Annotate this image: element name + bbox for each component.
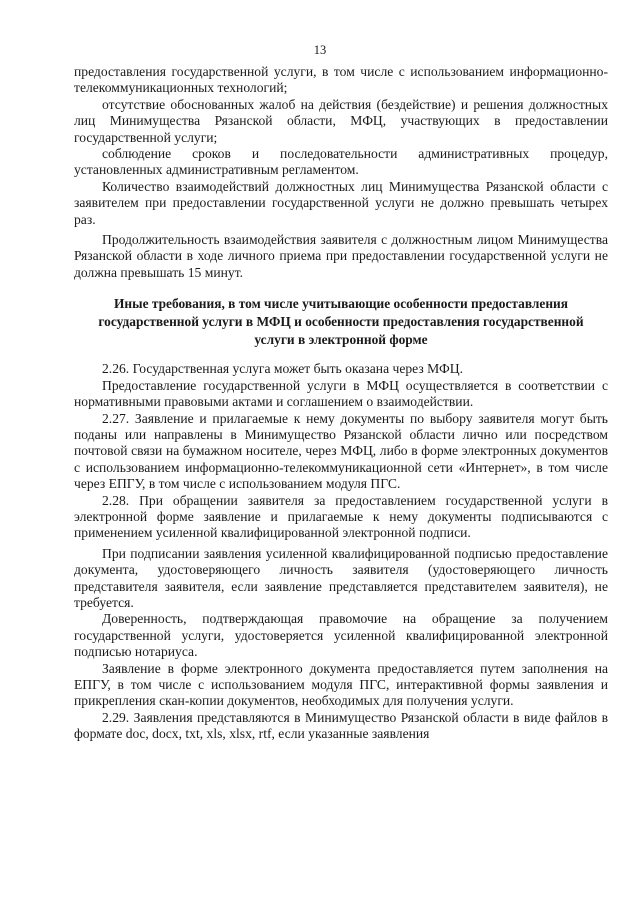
paragraph: При подписании заявления усиленной квалифицированной подписью предоставление документа, удостоверяющего личность заявителя (удостоверяющего личность представителя заявителя, если заявление представляется представителем заявителя), не требуется. (74, 545, 608, 610)
paragraph: 2.28. При обращении заявителя за предоставлением государственной услуги в электронной форме заявление и прилагаемые к нему документы подписываются с применением усиленной квалифицированной электронной подписи. (74, 492, 608, 541)
section-heading: Иные требования, в том числе учитывающие особенности предоставления государственной услуги в МФЦ и особенности предоставления государственной услуги в электронной форме (98, 296, 584, 348)
paragraph: Предоставление государственной услуги в МФЦ осуществляется в соответствии с нормативными правовыми актами и соглашением о взаимодействии. (74, 377, 608, 410)
paragraph: соблюдение сроков и последовательности административных процедур, установленных административным регламентом. (74, 146, 608, 178)
paragraph: 2.26. Государственная услуга может быть оказана через МФЦ. (102, 361, 463, 377)
document-body (74, 64, 608, 743)
paragraph: Продолжительность взаимодействия заявителя с должностным лицом Минимущества Рязанской области в ходе личного приема при предоставлении государственной услуги не должна превышать 15 минут. (74, 232, 608, 280)
paragraph: 2.27. Заявление и прилагаемые к нему документы по выбору заявителя могут быть поданы или направлены в Минимущество Рязанской области лично или посредством почтовой связи на бумажном носителе, через МФЦ, либо в форме электронных документов с использованием информационно-телекоммуникационной сети «Интернет», в том числе через ЕПГУ, в том числе с использованием модуля ПГС. (74, 410, 608, 492)
paragraph: предоставления государственной услуги, в том числе с использованием информационно-телекоммуникационных технологий; (74, 64, 608, 96)
page-number: 13 (313, 43, 327, 57)
paragraph: отсутствие обоснованных жалоб на действия (бездействие) и решения должностных лиц Минимущества Рязанской области, МФЦ, участвующих в предоставлении государственной услуги; (74, 96, 608, 145)
paragraph: 2.29. Заявления представляются в Минимущество Рязанской области в виде файлов в формате doc, docx, txt, xls, xlsx, rtf, если указанные заявления (74, 709, 608, 742)
paragraph: Доверенность, подтверждающая правомочие на обращение за получением государственной услуги, удостоверяется усиленной квалифицированной электронной подписью нотариуса. (74, 611, 608, 660)
paragraph: Количество взаимодействий должностных лиц Минимущества Рязанской области с заявителем при предоставлении государственной услуги не должно превышать четырех раз. (74, 178, 608, 227)
paragraph: Заявление в форме электронного документа предоставляется путем заполнения на ЕПГУ, в том числе с использованием модуля ПГС, интерактивной формы заявления и прикрепления скан-копии документов, необходимых для получения услуги. (74, 660, 608, 709)
